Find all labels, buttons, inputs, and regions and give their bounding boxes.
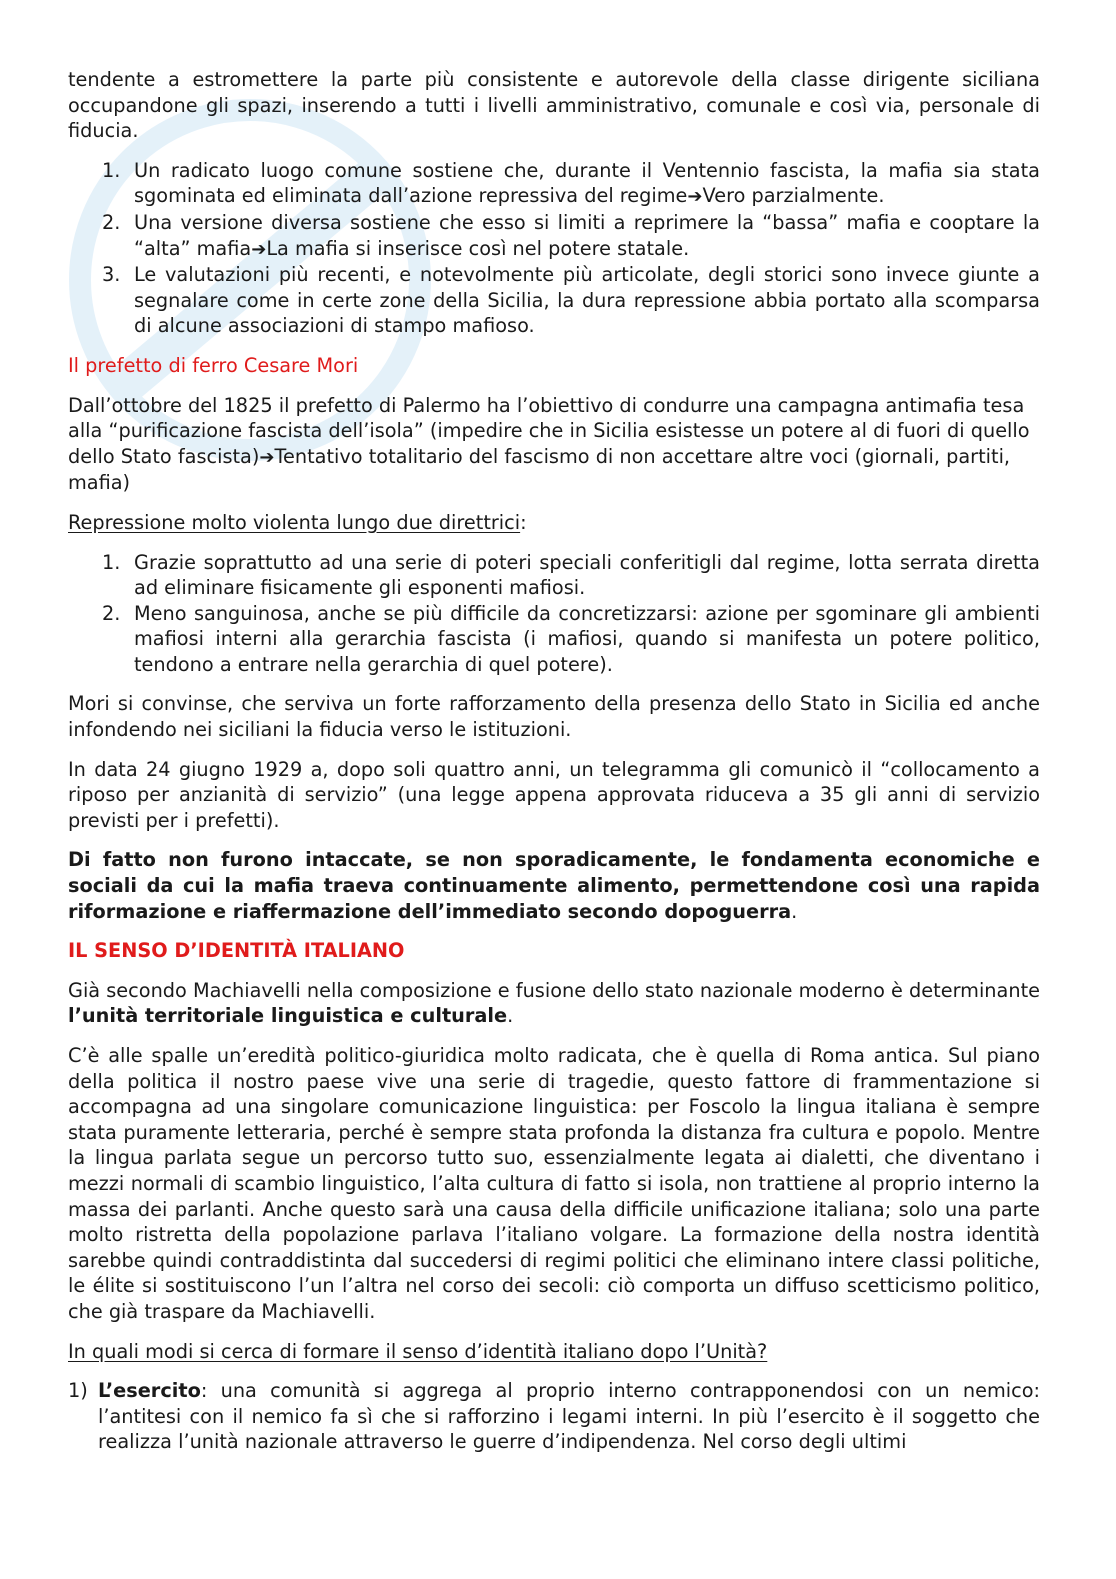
list-number: 2. [102,601,121,625]
list-text: Le valutazioni più recenti, e notevolmente più articolate, degli storici sono invece giunte a segnalare come in certe zone della Sicilia, la dura repressione abbia portato alla scomparsa di alcune associazioni di stampo mafioso. [134,263,1040,338]
list-item [68,601,1040,678]
question-line [68,1339,1040,1365]
repressione-line [68,510,1040,536]
ident-text-bold: l’unità territoriale linguistica e culturale [68,1004,508,1028]
list-text-tail: Vero parzialmente. [702,184,885,208]
mori-text-a: Dall’ottobre del 1825 il prefetto di Palermo ha l’obiettivo di condurre una campagna antimafia tesa alla “purificazione fascista dell’isola” (impedire che in Sicilia esistesse un potere al di fuori di quello dello Stato fascista) [68,393,1030,468]
list-number: 3. [102,263,121,287]
mori-text-b: Tentativo totalitario del fascismo di non accettare altre voci (giornali, partiti, mafia) [68,444,1011,495]
mafia-views-list [68,158,1040,339]
list-text: Un radicato luogo comune sostiene che, durante il Ventennio fascista, la mafia sia stata sgominata ed eliminata dall’azione repressiva del regime [134,158,1040,208]
mori-paragraph-1 [68,393,1040,496]
list-item [68,210,1040,262]
identita-paragraph-2: C’è alle spalle un’eredità politico-giuridica molto radicata, che è quella di Roma antica. Sul piano della politica il nostro paese vive una serie di tragedie, questo fattore di frammentazione si accompagna ad una singolare comunicazione linguistica: per Foscolo la lingua italiana è sempre stata puramente letteraria, perché è sempre stata profonda la distanza fra cultura e popolo. Mentre la lingua parlata segue un percorso tutto suo, essenzialmente legata ai dialetti, che diventano i mezzi normali di scambio linguistico, l’alta cultura di fatto si isola, non trattiene al proprio interno la massa dei parlanti. Anche questo sarà una causa della difficile unificazione italiana; solo una parte molto ristretta della popolazione parlava l’italiano volgare. La formazione della nostra identità sarebbe quindi contraddistinta dal succedersi di regimi politici che eliminano intere classi politiche, le élite si sostituiscono l’un l’altra nel corso dei secoli: ciò comporta un diffuso scetticismo politico, che già traspare da Machiavelli. [68,1044,1040,1323]
repression-list [68,550,1040,678]
question-text: In quali modi si cerca di formare il senso d’identità italiano dopo l’Unità? [68,1339,768,1363]
list-number: 2. [102,210,121,234]
arrow-icon: ➔ [251,238,267,260]
mori-paragraph-3: In data 24 giugno 1929 a, dopo soli quattro anni, un telegramma gli comunicò il “collocamento a riposo per anzianità di servizio” (una legge appena approvata riduceva a 35 gli anni di servizio previsti per i prefetti). [68,757,1040,832]
list-item [68,1378,1040,1455]
identity-modes-list [68,1378,1040,1455]
identita-paragraph-1 [68,978,1040,1029]
arrow-icon: ➔ [687,186,703,208]
mori-bold-text: Di fatto non furono intaccate, se non sporadicamente, le fondamenta economiche e sociali da cui la mafia traeva continuamente alimento, permettendone così una rapida riformazione e riaffermazione dell’immediato secondo dopoguerra [68,848,1040,923]
list-item [68,158,1040,210]
intro-paragraph: tendente a estromettere la parte più consistente e autorevole della classe dirigente siciliana occupandone gli spazi, inserendo a tutti i livelli amministrativo, comunale e così via, personale di fiducia. [68,68,1040,143]
mori-conclusion [68,847,1040,924]
ident-text-a: Già secondo Machiavelli nella composizione e fusione dello stato nazionale moderno è determinante [68,978,1040,1002]
list-number: 1. [102,158,121,182]
list-item [68,550,1040,601]
list-text: Meno sanguinosa, anche se più difficile da concretizzarsi: azione per sgominare gli ambienti mafiosi interni alla gerarchia fascista (i mafiosi, quando si manifesta un potere politico, tendono a entrare nella gerarchia di quel potere). [134,601,1040,676]
list-text-tail: La mafia si inserisce così nel potere statale. [266,236,690,260]
section-heading-mori: Il prefetto di ferro Cesare Mori [68,353,359,377]
list-number: 1) [68,1379,88,1403]
mori-bold-end: . [791,899,798,923]
mori-paragraph-2: Mori si convinse, che serviva un forte rafforzamento della presenza dello Stato in Sicilia ed anche infondendo nei siciliani la fiducia verso le istituzioni. [68,692,1040,742]
repressione-colon: : [520,510,527,534]
list-text: Una versione diversa sostiene che esso si limiti a reprimere la “bassa” mafia e cooptare la “alta” mafia [134,210,1040,260]
document-page [68,67,1040,1455]
list-text: : una comunità si aggrega al proprio interno contrapponendosi con un nemico: l’antitesi con il nemico fa sì che si rafforzino i legami interni. In più l’esercito è il soggetto che realizza l’unità nazionale attraverso le guerre d’indipendenza. Nel corso degli ultimi [98,1379,1040,1454]
section-heading-identita: IL SENSO D’IDENTITÀ ITALIANO [68,939,405,963]
list-text: Grazie soprattutto ad una serie di poteri speciali conferitigli dal regime, lotta serrata diretta ad eliminare fisicamente gli esponenti mafiosi. [134,550,1040,600]
list-bold-term: L’esercito [98,1379,201,1403]
ident-text-c: . [507,1004,514,1028]
list-item [68,262,1040,339]
list-number: 1. [102,550,121,574]
arrow-icon: ➔ [259,446,275,468]
repressione-label: Repressione molto violenta lungo due direttrici [68,510,521,534]
